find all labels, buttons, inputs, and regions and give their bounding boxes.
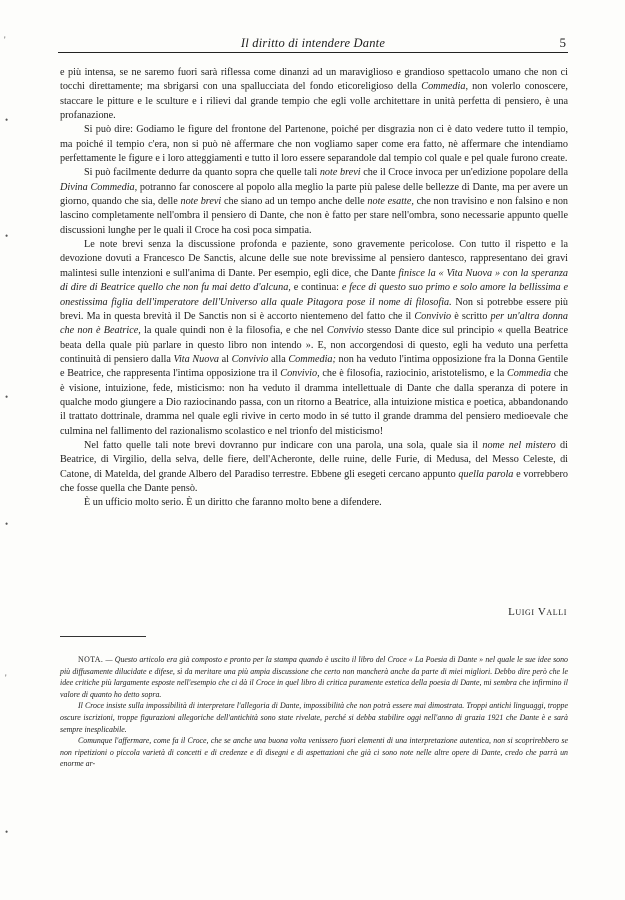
author-signature: Luigi Valli [508, 606, 567, 618]
body-paragraph [60, 496, 568, 510]
italic-text: finisce la « Vita Nuova » con la speranza di dire di Beatrice quello che non fu mai detto d'alcuna, [60, 267, 569, 294]
body-text: Non si potrebbe essere più brevi. Ma in questa brevità il De Sanctis non si è accorto nientemeno del fatto che il [60, 296, 569, 322]
body-text: non ha veduto l'intima opposizione fra la Donna Gentile e Beatrice, che rappresenta l'intima opposizione tra il [60, 353, 568, 380]
footnote-label: NOTA. [78, 655, 104, 664]
margin-mark: • [5, 519, 9, 529]
running-title: Il diritto di intendere Dante [240, 36, 386, 50]
margin-mark: • [5, 827, 9, 837]
body-text: che è visione, intuizione, fede, misticismo: non ha veduto il dramma intellettuale di Dante che dalla speranza di potere in qualche modo giungere a Dio raziocinando passa, con un ritorno a Beatrice, alla intuizione mistica e poetica, abbandonando il trattato dottrinale, dramma nel quale egli rivive in certo modo in sé tutto il grande dramma del pensiero medioevale che culmina nel fallimento del razionalismo scolastico e nel trionfo del misticismo! [60, 368, 568, 437]
body-paragraph [60, 123, 568, 166]
body-text: che il Croce invoca per un'edizione popolare della [360, 167, 569, 179]
margin-mark: • [5, 115, 9, 125]
footnote-divider [60, 636, 146, 637]
italic-text: Convivio [414, 310, 452, 322]
body-text: stesso Dante dice sul principio « quella Beatrice beata della quale più parlare in questo libro non intendo ». E, non accorgendosi di questo, egli ha veduto una perfetta continuità di pensiero dalla [60, 325, 568, 365]
italic-text: note esatte, [367, 196, 414, 208]
body-text: e continua: [290, 282, 342, 294]
body-paragraph [60, 238, 568, 439]
italic-text: Divina Commedia, [60, 181, 138, 193]
margin-mark: • [5, 231, 9, 241]
body-paragraph [60, 166, 568, 238]
body-text: Nel fatto quelle tali note brevi dovranno pur indicare con una parola, una sola, quale sia il [84, 439, 483, 451]
italic-text: Commedia [421, 81, 466, 93]
italic-text: Commedia; [288, 353, 336, 365]
running-head [58, 36, 568, 53]
italic-text: nome nel mistero [482, 439, 556, 451]
body-paragraph [60, 439, 568, 496]
body-text: potranno far conoscere al popolo alla meglio la parte più palese delle bellezze di Dante, ma per avere un giorno, quando che sia, delle [60, 181, 569, 208]
body-paragraph [60, 66, 568, 123]
italic-text: quella parola [458, 468, 514, 480]
body-text: Le note brevi senza la discussione profonda e paziente, sono gravemente pericolose. Con tutto il rispetto e la devozione dovuti a Francesco De Sanctis, alcune delle sue note brevissime al pensiero dantesco, rappresentano dei gravi malintesi sulle intenzioni e sull'anima di Dante. Per esempio, egli dice, che Dante [60, 239, 568, 279]
body-text: di Beatrice, di Virgilio, della selva, delle fiere, dell'Acheronte, delle ruine, delle Furie, di Medusa, del Messo Celeste, di Catone, di Matelda, del grande Albero del Paradiso terrestre. Ebbene gli esegeti cercano appunto [60, 439, 568, 480]
body-text: che siano ad un tempo anche delle [221, 196, 368, 208]
body-text: la quale quindi non è la filosofia, e che nel [140, 325, 327, 337]
body-text: e più intensa, se ne saremo fuori sarà riflessa come dinanzi ad un maraviglioso e grandioso spettacolo umano che non ci tocchi direttamente; ma sbrigarsi con una spallucciata del fondo eticoreligioso della [60, 67, 568, 93]
body-text: alla [268, 353, 289, 365]
italic-text: per un'altra donna che non è Beatrice, [60, 310, 568, 337]
italic-text: Vita Nuova [173, 353, 219, 365]
body-text: Si può dire: Godiamo le figure del frontone del Partenone, poiché per disgrazia non ci è dato vedere tutto il tempio, ma poiché il tempio c'era, non si può nè affermare che non vogliamo saper come era fatto, nè affermare che intendiamo perfettamente le figure e i loro atteggiamenti e tutto il loro essere separandole dal tempio col quale e pel quale furono create. [60, 124, 568, 165]
margin-mark: • [5, 392, 9, 402]
footnote-text: — Questo articolo era già composto e pronto per la stampa quando è uscito il libro del Croce « La Poesia di Dante » nel quale le sue idee sono più diffusamente dilucidate e difese, sì da meritare una più ampia discussione che certo non mancherà anche da parte di miei migliori. Debbo dire però che le idee critiche più largamente esposte nell'esempio che ci dà il Croce in quel libro di critica puramente estetica della poesia di Dante, mi sembra che infirmino il valore di quanto ho detto sopra. [60, 655, 568, 699]
body-text: e vorrebbero che fosse quella che Dante pensò. [60, 468, 568, 494]
italic-text: Convivio [326, 325, 364, 337]
margin-mark: ' [4, 35, 6, 45]
italic-text: note brevi [180, 196, 222, 208]
body-text: è scritto [451, 310, 491, 322]
footnote-paragraph [60, 654, 568, 700]
footnote-paragraph: Il Croce insiste sulla impossibilità di interpretare l'allegoria di Dante, impossibilità che non potrà essere mai dimostrata. Troppi antichi linguaggi, troppe oscure iscrizioni, troppe figurazioni allegoriche dell'antichità sono state rivelate, perché si debba stabilire oggi nell'anno di grazia 1921 che Dante è e sarà sempre inesplicabile. [60, 701, 568, 734]
italic-text: e fece di questo suo primo e solo amore la bellissima e onestissima figlia dell'imperatore dell'Universo alla quale Pitagora pose il nome di filosofia. [60, 282, 568, 308]
article-body [60, 66, 568, 511]
italic-text: Commedia [506, 368, 552, 380]
body-text: che è filosofia, raziocinio, aristotelismo, e la [319, 368, 507, 380]
body-text: Si può facilmente dedurre da quanto sopra che quelle tali [84, 167, 320, 179]
italic-text: note brevi [319, 167, 361, 179]
margin-mark: ' [5, 673, 7, 683]
body-text: È un ufficio molto serio. È un diritto che faranno molto bene a difendere. [84, 497, 382, 509]
body-text: , non volerlo conoscere, staccare le pitture e le sculture e i rilievi dal grande tempio che egli volle architettare in unità perfetta di pensiero, è una profanazione. [60, 81, 568, 122]
body-text: che non travisino e non falsino e non lascino completamente nell'ombra il pensiero di Dante, che non è fatto per stare nell'ombra, sono necessarie appunto quelle discussioni lunghe per le quali il Croce ha così poca simpatia. [60, 196, 569, 236]
footnote-paragraph: Comunque l'affermare, come fa il Croce, che se anche una buona volta venissero fuori elementi di una interpretazione autentica, non si scoprirebbero se non ripetizioni o piccola varietà di concetti e di credenze e di disegni e di aspettazioni che già ci sono note nelle altre opere di Dante, credo che parrà un enorme ar- [60, 736, 568, 769]
footnote [60, 654, 568, 770]
italic-text: Convivio, [280, 368, 320, 380]
page-number: 5 [559, 35, 566, 50]
body-text: al [218, 353, 232, 365]
italic-text: Convivio [231, 353, 269, 365]
